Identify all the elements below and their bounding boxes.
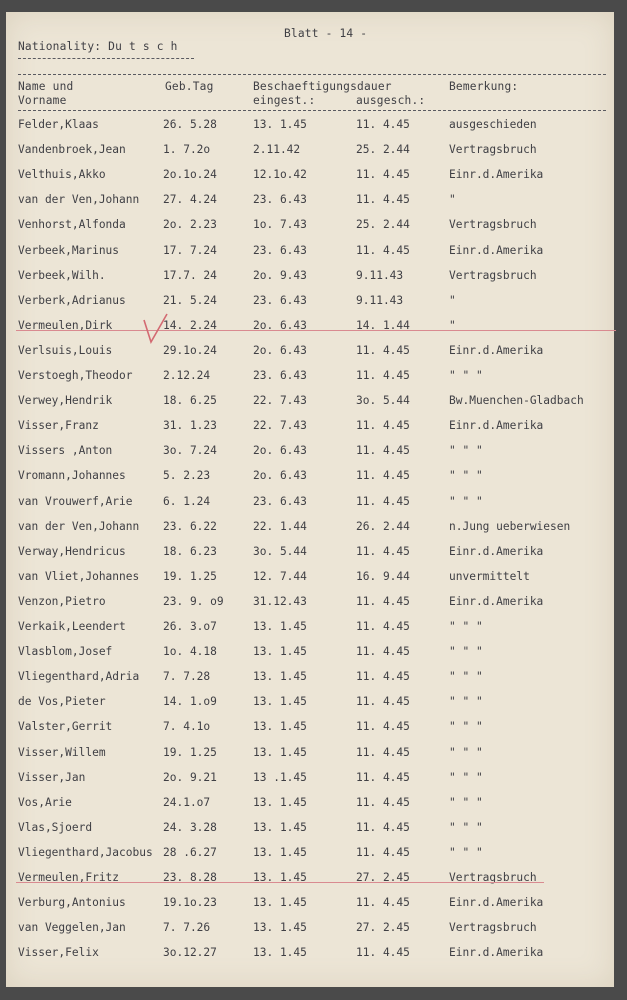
hire-date: 2.11.42: [253, 143, 301, 157]
hire-date: 2o. 6.43: [253, 444, 307, 458]
remark: Einr.d.Amerika: [449, 594, 544, 608]
leave-date: 27. 2.45: [356, 921, 410, 935]
table-row: [6, 746, 614, 771]
leave-date: 9.11.43: [356, 293, 404, 307]
remark: ": [449, 193, 456, 207]
table-row: [6, 294, 614, 319]
birth-date: 3o.12.27: [163, 946, 217, 960]
hire-date: 13. 1.45: [253, 795, 307, 809]
header-name-line1: Name und: [18, 80, 74, 93]
remark: " " ": [449, 695, 483, 709]
leave-date: 11. 4.45: [356, 118, 410, 131]
remark: Vertragsbruch: [449, 871, 537, 884]
leave-date: 11. 4.45: [356, 720, 410, 734]
hire-date: 13. 1.45: [253, 620, 307, 633]
remark: Einr.d.Amerika: [449, 419, 544, 433]
remark: " " ": [449, 469, 483, 483]
employee-name: Visser,Willem: [18, 745, 106, 759]
hire-date: 22. 7.43: [253, 419, 307, 433]
remark: " " ": [449, 645, 483, 659]
table-row: [6, 545, 614, 570]
employee-name: Vermeulen,Fritz: [18, 871, 120, 884]
birth-date: 2o. 9.21: [163, 770, 217, 784]
hire-date: 13 .1.45: [253, 770, 307, 784]
remark: n.Jung ueberwiesen: [449, 519, 571, 533]
leave-date: 11. 4.45: [356, 695, 410, 709]
leave-date: 11. 4.45: [356, 243, 410, 257]
table-row: [6, 896, 614, 921]
employee-name: Verkaik,Leendert: [18, 620, 126, 633]
birth-date: 26. 5.28: [163, 118, 217, 131]
employee-name: van Vliet,Johannes: [18, 569, 140, 583]
employee-name: Vliegenthard,Adria: [18, 670, 140, 684]
table-row: [6, 520, 614, 545]
birth-date: 5. 2.23: [163, 469, 211, 483]
remark: Einr.d.Amerika: [449, 544, 544, 558]
hire-date: 13. 1.45: [253, 670, 307, 684]
birth-date: 3o. 7.24: [163, 444, 217, 458]
leave-date: 11. 4.45: [356, 795, 410, 809]
birth-date: 27. 4.24: [163, 193, 217, 207]
hire-date: 13. 1.45: [253, 946, 307, 960]
birth-date: 14. 1.o9: [163, 695, 217, 709]
birth-date: 26. 3.o7: [163, 620, 217, 633]
header-name-line2: Vorname: [18, 94, 67, 107]
header-hired: eingest.:: [253, 94, 316, 107]
table-row: [6, 570, 614, 595]
leave-date: 11. 4.45: [356, 494, 410, 508]
remark: " " ": [449, 670, 483, 684]
birth-date: 6. 1.24: [163, 494, 211, 508]
employee-name: Visser,Felix: [18, 946, 99, 960]
leave-date: 25. 2.44: [356, 143, 410, 157]
birth-date: 7. 7.26: [163, 921, 211, 935]
hire-date: 13. 1.45: [253, 720, 307, 734]
employee-name: Visser,Jan: [18, 770, 86, 784]
header-employment-duration: Beschaeftigungsdauer: [253, 80, 392, 93]
leave-date: 11. 4.45: [356, 820, 410, 834]
sheet-number: Blatt - 14 -: [284, 27, 368, 40]
leave-date: 11. 4.45: [356, 845, 410, 859]
leave-date: 11. 4.45: [356, 469, 410, 483]
remark: " " ": [449, 369, 483, 382]
leave-date: 11. 4.45: [356, 419, 410, 433]
leave-date: 11. 4.45: [356, 896, 410, 910]
hire-date: 23. 6.43: [253, 293, 307, 307]
header-dob: Geb.Tag: [165, 80, 214, 93]
red-strike-line: [16, 330, 616, 331]
red-strike-line: [16, 882, 544, 883]
remark: Bw.Muenchen-Gladbach: [449, 394, 584, 408]
remark: Einr.d.Amerika: [449, 946, 544, 960]
remark: ": [449, 318, 456, 332]
employee-name: van der Ven,Johann: [18, 193, 140, 207]
birth-date: 29.1o.24: [163, 343, 217, 357]
header-left: ausgesch.:: [356, 94, 426, 107]
employee-name: van Veggelen,Jan: [18, 921, 126, 935]
remark: " " ": [449, 620, 483, 633]
table-row: [6, 620, 614, 645]
header-rule: [18, 110, 606, 111]
table-row: [6, 670, 614, 695]
hire-date: 1o. 7.43: [253, 218, 307, 232]
leave-date: 11. 4.45: [356, 168, 410, 182]
birth-date: 17.7. 24: [163, 268, 217, 282]
employee-name: Vromann,Johannes: [18, 469, 126, 483]
table-row: [6, 143, 614, 168]
leave-date: 11. 4.45: [356, 670, 410, 684]
birth-date: 1o. 4.18: [163, 645, 217, 659]
table-row: [6, 218, 614, 243]
remark: Vertragsbruch: [449, 218, 537, 232]
employee-name: Verberk,Adrianus: [18, 293, 126, 307]
table-row: [6, 419, 614, 444]
birth-date: 24. 3.28: [163, 820, 217, 834]
remark: Vertragsbruch: [449, 143, 537, 157]
leave-date: 11. 4.45: [356, 544, 410, 558]
leave-date: 11. 4.45: [356, 946, 410, 960]
remark: " " ": [449, 820, 483, 834]
table-row: [6, 720, 614, 745]
table-row: [6, 168, 614, 193]
birth-date: 14. 2.24: [163, 318, 217, 332]
remark: " " ": [449, 494, 483, 508]
hire-date: 13. 1.45: [253, 745, 307, 759]
hire-date: 2o. 6.43: [253, 343, 307, 357]
hire-date: 23. 6.43: [253, 243, 307, 257]
birth-date: 18. 6.25: [163, 394, 217, 408]
hire-date: 22. 7.43: [253, 394, 307, 408]
employee-name: Verlsuis,Louis: [18, 343, 113, 357]
table-row: [6, 444, 614, 469]
birth-date: 23. 8.28: [163, 871, 217, 884]
birth-date: 2o.1o.24: [163, 168, 217, 182]
birth-date: 23. 6.22: [163, 519, 217, 533]
birth-date: 2.12.24: [163, 369, 211, 382]
birth-date: 31. 1.23: [163, 419, 217, 433]
birth-date: 7. 4.1o: [163, 720, 211, 734]
remark: ausgeschieden: [449, 118, 537, 131]
leave-date: 14. 1.44: [356, 318, 410, 332]
employee-name: Vliegenthard,Jacobus: [18, 845, 153, 859]
hire-date: 12. 7.44: [253, 569, 307, 583]
employee-name: Venhorst,Alfonda: [18, 218, 126, 232]
hire-date: 2o. 6.43: [253, 318, 307, 332]
birth-date: 19. 1.25: [163, 569, 217, 583]
hire-date: 13. 1.45: [253, 645, 307, 659]
birth-date: 18. 6.23: [163, 544, 217, 558]
hire-date: 3o. 5.44: [253, 544, 307, 558]
leave-date: 25. 2.44: [356, 218, 410, 232]
remark: " " ": [449, 720, 483, 734]
remark: Einr.d.Amerika: [449, 168, 544, 182]
birth-date: 23. 9. o9: [163, 594, 224, 608]
table-row: [6, 244, 614, 269]
table-row: [6, 118, 614, 143]
table-row: [6, 871, 614, 896]
employee-name: Felder,Klaas: [18, 118, 99, 131]
table-row: [6, 695, 614, 720]
table-row: [6, 796, 614, 821]
hire-date: 13. 1.45: [253, 871, 307, 884]
table-row: [6, 193, 614, 218]
employee-name: Verburg,Antonius: [18, 896, 126, 910]
hire-date: 23. 6.43: [253, 369, 307, 382]
remark: " " ": [449, 444, 483, 458]
table-row: [6, 469, 614, 494]
red-checkmark: [142, 312, 170, 346]
hire-date: 13. 1.45: [253, 921, 307, 935]
employee-name: Verway,Hendricus: [18, 544, 126, 558]
remark: Einr.d.Amerika: [449, 243, 544, 257]
hire-date: 2o. 6.43: [253, 469, 307, 483]
leave-date: 11. 4.45: [356, 444, 410, 458]
table-row: [6, 319, 614, 344]
leave-date: 11. 4.45: [356, 770, 410, 784]
table-row: [6, 946, 614, 971]
leave-date: 11. 4.45: [356, 343, 410, 357]
employee-name: van Vrouwerf,Arie: [18, 494, 133, 508]
birth-date: 19.1o.23: [163, 896, 217, 910]
employee-name: Verwey,Hendrik: [18, 394, 113, 408]
nationality-underline: [18, 58, 194, 59]
table-row: [6, 344, 614, 369]
employee-name: Venzon,Pietro: [18, 594, 106, 608]
table-row: [6, 821, 614, 846]
hire-date: 13. 1.45: [253, 695, 307, 709]
table-row: [6, 369, 614, 394]
remark: unvermittelt: [449, 569, 530, 583]
hire-date: 13. 1.45: [253, 118, 307, 131]
birth-date: 28 .6.27: [163, 845, 217, 859]
remark: Vertragsbruch: [449, 921, 537, 935]
hire-date: 23. 6.43: [253, 494, 307, 508]
leave-date: 3o. 5.44: [356, 394, 410, 408]
leave-date: 11. 4.45: [356, 620, 410, 633]
birth-date: 21. 5.24: [163, 293, 217, 307]
birth-date: 1. 7.2o: [163, 143, 211, 157]
table-row: [6, 495, 614, 520]
hire-date: 23. 6.43: [253, 193, 307, 207]
employee-name: van der Ven,Johann: [18, 519, 140, 533]
hire-date: 13. 1.45: [253, 820, 307, 834]
employee-name: Verstoegh,Theodor: [18, 369, 133, 382]
table-row: [6, 394, 614, 419]
employee-name: de Vos,Pieter: [18, 695, 106, 709]
employee-name: Vissers ,Anton: [18, 444, 113, 458]
remark: Einr.d.Amerika: [449, 896, 544, 910]
birth-date: 2o. 2.23: [163, 218, 217, 232]
employee-name: Verbeek,Marinus: [18, 243, 120, 257]
table-row: [6, 269, 614, 294]
leave-date: 16. 9.44: [356, 569, 410, 583]
leave-date: 27. 2.45: [356, 871, 410, 884]
header-remarks: Bemerkung:: [449, 80, 519, 93]
table-row: [6, 846, 614, 871]
leave-date: 9.11.43: [356, 268, 404, 282]
birth-date: 17. 7.24: [163, 243, 217, 257]
employee-name: Vlasblom,Josef: [18, 645, 113, 659]
hire-date: 13. 1.45: [253, 845, 307, 859]
table-row: [6, 771, 614, 796]
remark: Vertragsbruch: [449, 268, 537, 282]
employee-name: Valster,Gerrit: [18, 720, 113, 734]
remark: " " ": [449, 745, 483, 759]
hire-date: 2o. 9.43: [253, 268, 307, 282]
employee-name: Vermeulen,Dirk: [18, 318, 113, 332]
employee-name: Vandenbroek,Jean: [18, 143, 126, 157]
birth-date: 7. 7.28: [163, 670, 211, 684]
leave-date: 11. 4.45: [356, 745, 410, 759]
remark: Einr.d.Amerika: [449, 343, 544, 357]
remark: " " ": [449, 845, 483, 859]
employee-name: Visser,Franz: [18, 419, 99, 433]
hire-date: 12.1o.42: [253, 168, 307, 182]
document-page: [6, 12, 614, 987]
leave-date: 11. 4.45: [356, 645, 410, 659]
birth-date: 19. 1.25: [163, 745, 217, 759]
nationality-label: Nationality: Du t s c h: [18, 40, 178, 53]
employee-name: Vlas,Sjoerd: [18, 820, 93, 834]
top-rule: [18, 74, 606, 75]
leave-date: 11. 4.45: [356, 594, 410, 608]
employee-name: Vos,Arie: [18, 795, 72, 809]
hire-date: 13. 1.45: [253, 896, 307, 910]
birth-date: 24.1.o7: [163, 795, 211, 809]
table-row: [6, 645, 614, 670]
hire-date: 22. 1.44: [253, 519, 307, 533]
leave-date: 26. 2.44: [356, 519, 410, 533]
employee-name: Velthuis,Akko: [18, 168, 106, 182]
table-row: [6, 921, 614, 946]
leave-date: 11. 4.45: [356, 193, 410, 207]
remark: " " ": [449, 795, 483, 809]
hire-date: 31.12.43: [253, 594, 307, 608]
employee-name: Verbeek,Wilh.: [18, 268, 106, 282]
remark: " " ": [449, 770, 483, 784]
leave-date: 11. 4.45: [356, 369, 410, 382]
table-row: [6, 595, 614, 620]
remark: ": [449, 293, 456, 307]
